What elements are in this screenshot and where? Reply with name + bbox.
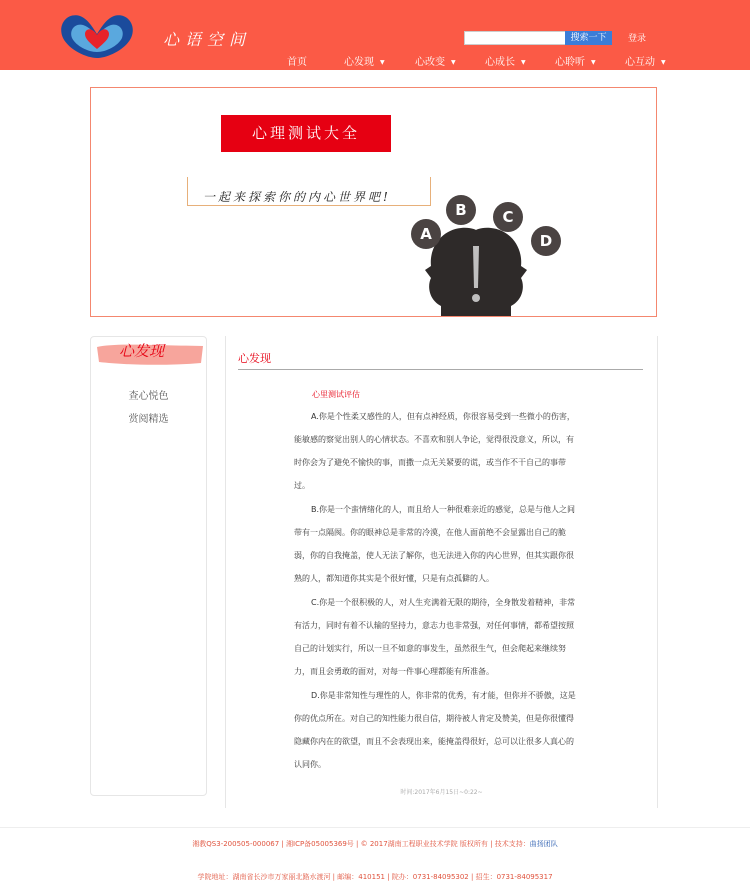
footer-divider (0, 827, 750, 828)
nav-item-growth[interactable] (485, 53, 526, 68)
main-content (225, 336, 658, 808)
nav-label: 首页 (287, 57, 307, 68)
nav-label: 心改变 (415, 57, 445, 68)
caret-down-icon: ▼ (661, 58, 666, 66)
nav-label: 心聆听 (555, 57, 585, 68)
login-link[interactable]: 登录 (628, 34, 647, 44)
search-button[interactable]: 搜索一下 (565, 31, 612, 45)
paragraph-d: D.你是非常知性与理性的人，你非常的优秀，有才能，但你并不骄傲，这是你的优点所在。对自己的知性能力很自信，期待被人肯定及赞美，但是你很懂得隐藏你内在的欲望，而且不会表现出来，能掩盖得很好，总可以让很多人真心的认同你。 (294, 691, 576, 769)
caret-down-icon: ▼ (521, 58, 526, 66)
paragraph-c: C.你是一个很积极的人，对人生充满着无限的期待，全身散发着精神，非常有活力，同时有着不认输的坚持力，意志力也非常强，对任何事情，都希望按照自己的计划实行，所以一旦不如意的事发生，虽然很生气，但会爬起来继续努力，而且会勇敢的面对，对每一件事心理都能有所准备。 (294, 598, 576, 676)
banner-title: 心理测试大全 (221, 115, 391, 152)
caret-down-icon: ▼ (451, 58, 456, 66)
sidebar (90, 336, 207, 796)
hero-banner (90, 87, 657, 317)
footer-copyright (0, 839, 750, 849)
banner-subtitle: 一起来探索你的内心世界吧! (199, 188, 395, 205)
nav-item-interact[interactable] (625, 53, 666, 68)
main-nav (0, 53, 750, 69)
nav-item-home[interactable] (287, 53, 307, 68)
bubble-c: C (493, 202, 523, 232)
post-time: 时间:2017年6月15日~0:22~ (400, 789, 483, 796)
bubble-b: B (446, 195, 476, 225)
search-input[interactable] (464, 31, 566, 45)
paragraph-b: B.你是一个蛮情绪化的人，而且给人一种很难亲近的感觉，总是与他人之间带有一点隔阂。你的眼神总是非常的冷漠，在他人面前绝不会显露出自己的脆弱，你的自我掩盖，使人无法了解你，也无法进入你的内心世界，但其实跟你很熟的人，都知道你其实是个很好懂，只是有点孤僻的人。 (294, 505, 576, 583)
nav-item-listen[interactable] (555, 53, 596, 68)
nav-item-change[interactable] (415, 53, 456, 68)
sidebar-item-chaxin[interactable]: 查心悦色 (128, 391, 169, 402)
paragraph-a: A.你是个性柔又感性的人，但有点神经质，你很容易受到一些微小的伤害，能敏感的察觉出别人的心情状态。不喜欢和别人争论，觉得很没意义，所以，有时你会为了避免不愉快的事，而撒一点无关紧要的谎，或当作不干自己的事带过。 (294, 412, 575, 490)
divider (238, 369, 643, 370)
tech-support-link[interactable]: 曲扬团队 (529, 840, 558, 848)
nav-item-discover[interactable] (344, 53, 385, 68)
nav-label: 心成长 (485, 57, 515, 68)
caret-down-icon: ▼ (591, 58, 596, 66)
sidebar-item-shangyue[interactable]: 赏阅精选 (128, 414, 169, 425)
nav-label: 心发现 (344, 57, 374, 68)
site-title: 心语空间 (163, 30, 252, 49)
footer-copyright-text: 湘教QS3-200505-000067 | 湘ICP备05005369号 | © 2017湖南工程职业技术学院 版权所有 | 技术支持： (192, 840, 530, 848)
footer-address: 学院地址：湖南省长沙市万家丽北路水渡河 | 邮编：410151 | 院办：0731-84095302 | 招生：0731-84095317 (197, 873, 553, 881)
article-title: 心里测试评估 (312, 390, 360, 399)
site-header (0, 0, 750, 70)
caret-down-icon: ▼ (380, 58, 385, 66)
bubble-a: A (411, 219, 441, 249)
nav-label: 心互动 (625, 57, 655, 68)
section-heading: 心发现 (238, 352, 271, 365)
sidebar-title: 心发现 (119, 342, 165, 360)
bubble-d: D (531, 226, 561, 256)
